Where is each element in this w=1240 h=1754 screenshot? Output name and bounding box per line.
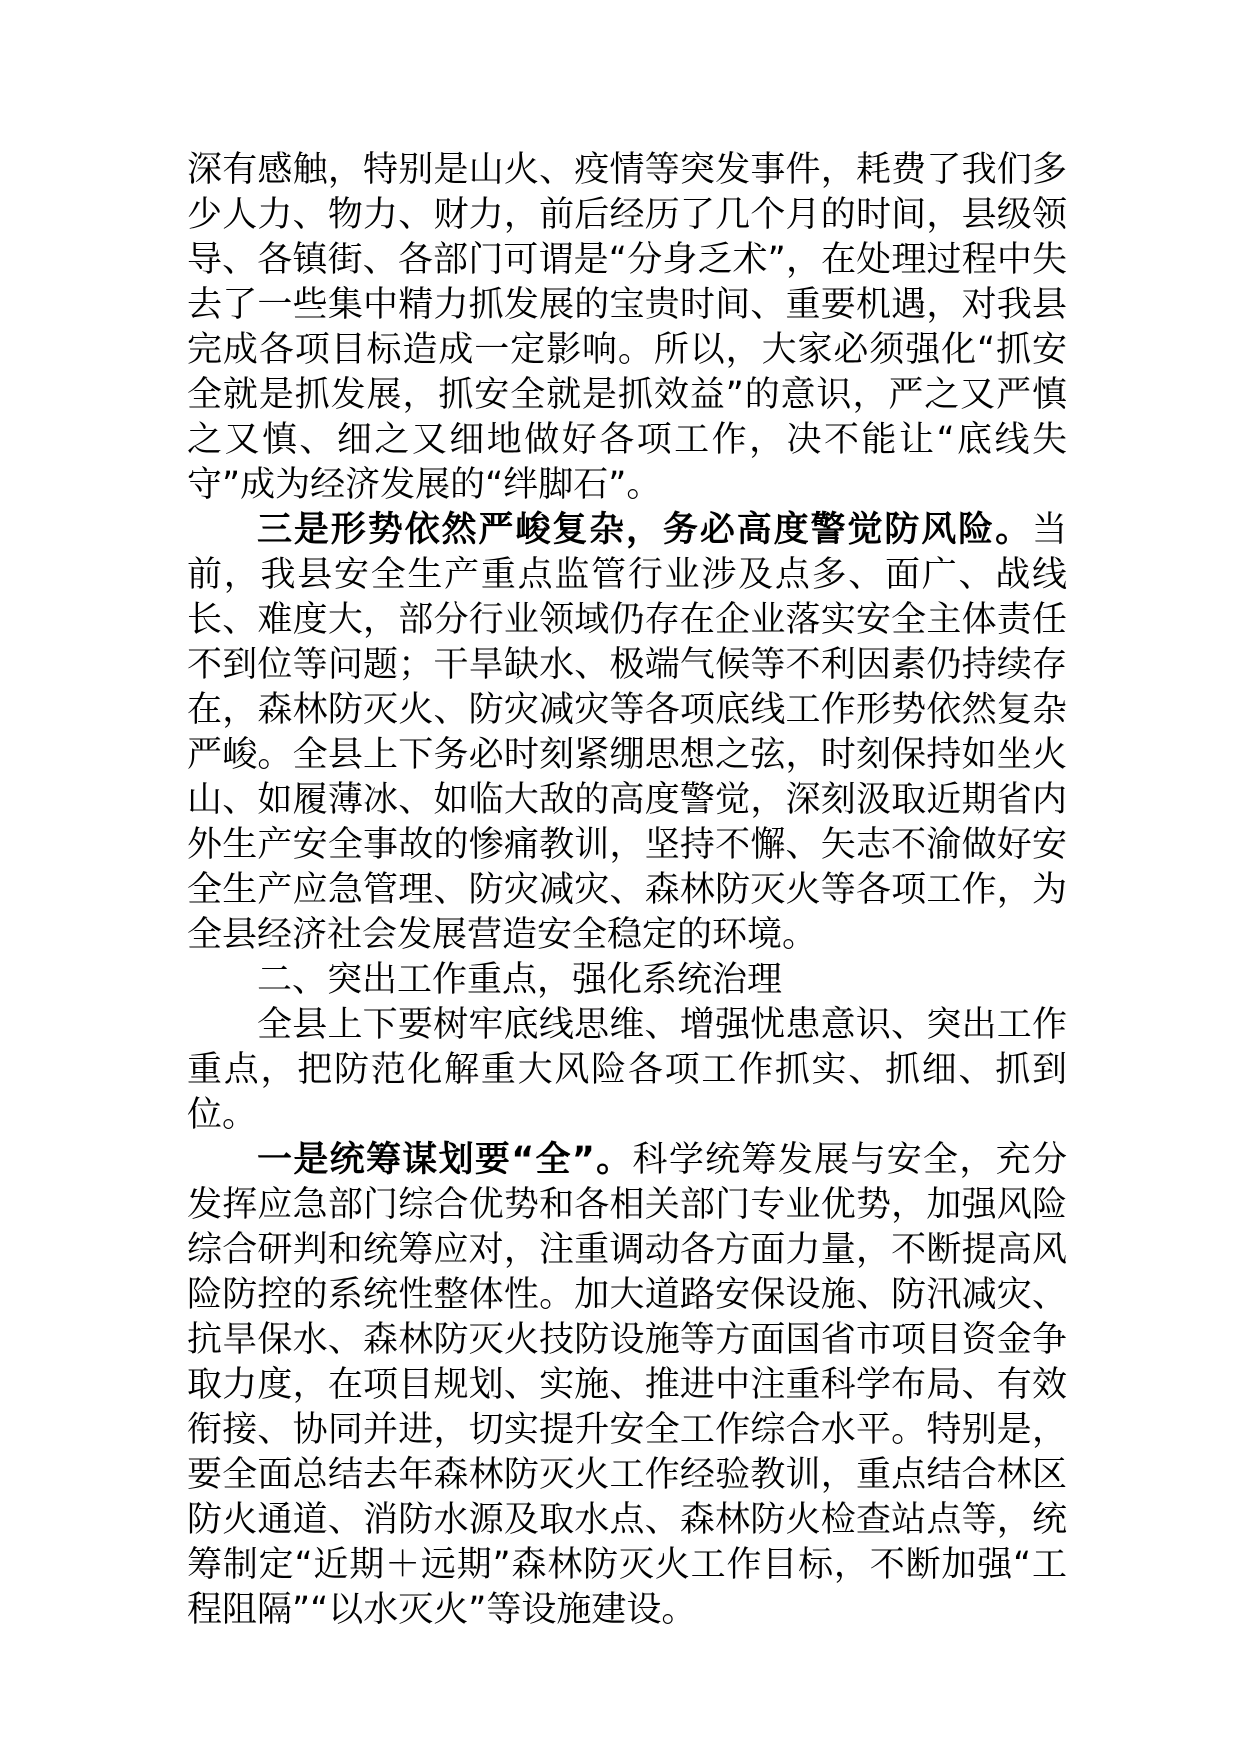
paragraph-text: 深有感触，特别是山火、疫情等突发事件，耗费了我们多少人力、物力、财力，前后经历了几个月的时间，县级领导、各镇街、各部门可谓是“分身乏术”，在处理过程中失去了一些集中精力抓发展的宝贵时间、重要机遇，对我县完成各项目标造成一定影响。所以，大家必须强化“抓安全就是抓发展，抓安全就是抓效益”的意识，严之又严慎之又慎、细之又细地做好各项工作，决不能让“底线失守”成为经济发展的“绊脚石”。	[187, 150, 1067, 505]
paragraph-lead-heading: 一是统筹谋划要“全”。	[257, 1140, 633, 1180]
paragraph-intro	[187, 1003, 1067, 1138]
document-body	[187, 148, 1067, 1633]
paragraph-text: 全县上下要树牢底线思维、增强忧患意识、突出工作重点，把防范化解重大风险各项工作抓实、抓细、抓到位。	[187, 1005, 1067, 1135]
paragraph-continuation	[187, 148, 1067, 508]
section-heading	[187, 958, 1067, 1003]
paragraph-text: 当前，我县安全生产重点监管行业涉及点多、面广、战线长、难度大，部分行业领域仍存在企业落实安全主体责任不到位等问题；干旱缺水、极端气候等不利因素仍持续存在，森林防灭火、防灾减灾等各项底线工作形势依然复杂严峻。全县上下务必时刻紧绷思想之弦，时刻保持如坐火山、如履薄冰、如临大敌的高度警觉，深刻汲取近期省内外生产安全事故的惨痛教训，坚持不懈、矢志不渝做好安全生产应急管理、防灾减灾、森林防灭火等各项工作，为全县经济社会发展营造安全稳定的环境。	[187, 510, 1067, 955]
section-heading-text: 二、突出工作重点，强化系统治理	[257, 960, 783, 1000]
paragraph-overall-planning	[187, 1138, 1067, 1633]
paragraph-situation-severe	[187, 508, 1067, 958]
paragraph-lead-heading: 三是形势依然严峻复杂，务必高度警觉防风险。	[257, 510, 1032, 550]
paragraph-text: 科学统筹发展与安全，充分发挥应急部门综合优势和各相关部门专业优势，加强风险综合研判和统筹应对，注重调动各方面力量，不断提高风险防控的系统性整体性。加大道路安保设施、防汛减灾、抗旱保水、森林防灭火技防设施等方面国省市项目资金争取力度，在项目规划、实施、推进中注重科学布局、有效衔接、协同并进，切实提升安全工作综合水平。特别是，要全面总结去年森林防灭火工作经验教训，重点结合林区防火通道、消防水源及取水点、森林防火检查站点等，统筹制定“近期＋远期”森林防灭火工作目标，不断加强“工程阻隔”“以水灭火”等设施建设。	[187, 1140, 1067, 1630]
